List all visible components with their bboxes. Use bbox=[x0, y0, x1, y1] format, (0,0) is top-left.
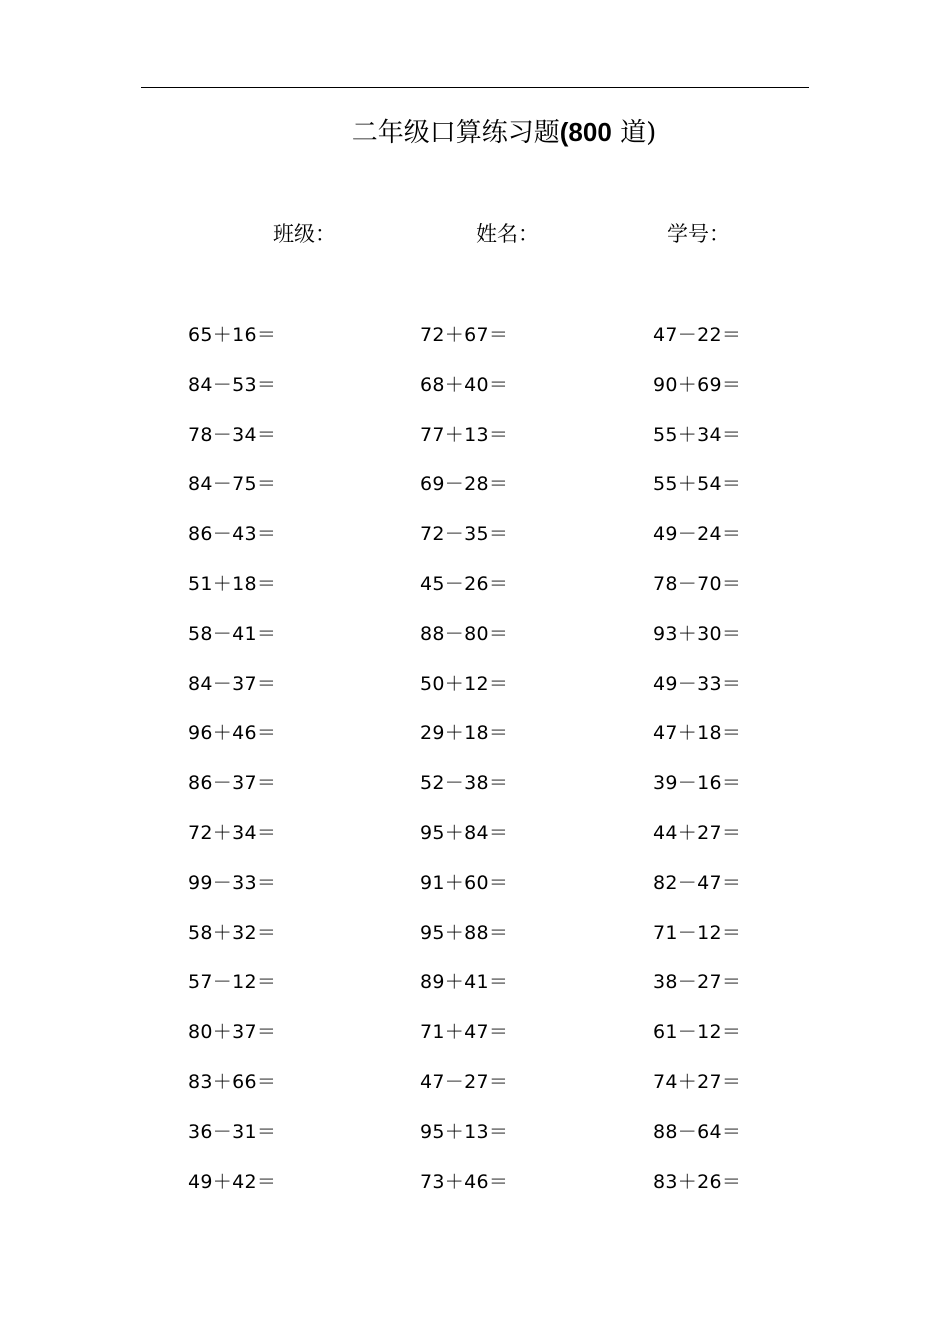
problem-item: 44＋27＝ bbox=[653, 821, 742, 844]
problem-item: 86－37＝ bbox=[188, 772, 277, 795]
problem-item: 95＋13＝ bbox=[420, 1120, 509, 1143]
name-field-label: 姓名： bbox=[476, 222, 539, 246]
problem-item: 65＋16＝ bbox=[188, 324, 277, 346]
problem-row bbox=[0, 1117, 950, 1167]
problem-row bbox=[0, 669, 950, 719]
problem-item: 99－33＝ bbox=[188, 871, 277, 894]
problem-item: 82－47＝ bbox=[653, 871, 742, 894]
problem-item: 58－41＝ bbox=[188, 622, 277, 645]
title-text: 二年级口算练习题 bbox=[351, 118, 560, 148]
problem-row bbox=[0, 1067, 950, 1117]
problem-item: 88－80＝ bbox=[420, 622, 509, 645]
problem-row bbox=[0, 768, 950, 818]
problem-item: 50＋12＝ bbox=[420, 672, 509, 695]
problem-item: 71－12＝ bbox=[653, 921, 742, 944]
problem-item: 95＋84＝ bbox=[420, 821, 509, 844]
problem-item: 80＋37＝ bbox=[188, 1021, 277, 1044]
problem-row bbox=[0, 420, 950, 470]
problem-item: 51＋18＝ bbox=[188, 572, 277, 595]
problem-item: 95＋88＝ bbox=[420, 921, 509, 944]
problem-item: 72＋34＝ bbox=[188, 821, 277, 844]
header-rule bbox=[141, 87, 809, 88]
problem-row bbox=[0, 320, 950, 370]
problem-item: 36－31＝ bbox=[188, 1120, 277, 1143]
problem-row bbox=[0, 967, 950, 1017]
problem-item: 78－34＝ bbox=[188, 423, 277, 446]
problem-item: 72－35＝ bbox=[420, 523, 509, 546]
problem-item: 49－24＝ bbox=[653, 523, 742, 546]
title-suffix: 道) bbox=[620, 118, 657, 148]
problem-row bbox=[0, 370, 950, 420]
problem-row bbox=[0, 918, 950, 968]
problem-item: 47－27＝ bbox=[420, 1070, 509, 1093]
problem-item: 86－43＝ bbox=[188, 523, 277, 546]
problem-row bbox=[0, 1167, 950, 1217]
problem-item: 52－38＝ bbox=[420, 772, 509, 795]
problem-row bbox=[0, 1017, 950, 1067]
page-title bbox=[0, 112, 950, 149]
problem-item: 83＋66＝ bbox=[188, 1070, 277, 1093]
problem-item: 47＋18＝ bbox=[653, 722, 742, 745]
student-id-field-label: 学号： bbox=[667, 222, 730, 246]
problem-item: 73＋46＝ bbox=[420, 1170, 509, 1193]
title-count: (800 bbox=[559, 117, 612, 147]
problem-item: 39－16＝ bbox=[653, 772, 742, 795]
problem-item: 91＋60＝ bbox=[420, 871, 509, 894]
problem-item: 61－12＝ bbox=[653, 1021, 742, 1044]
problem-item: 55＋54＝ bbox=[653, 473, 742, 496]
problem-item: 69－28＝ bbox=[420, 473, 509, 496]
problem-row bbox=[0, 718, 950, 768]
problem-row bbox=[0, 868, 950, 918]
problem-row bbox=[0, 519, 950, 569]
problem-row bbox=[0, 569, 950, 619]
problem-row bbox=[0, 619, 950, 669]
problem-item: 84－53＝ bbox=[188, 373, 277, 396]
problem-item: 74＋27＝ bbox=[653, 1070, 742, 1093]
problem-row bbox=[0, 469, 950, 519]
problem-item: 77＋13＝ bbox=[420, 423, 509, 446]
problem-item: 71＋47＝ bbox=[420, 1021, 509, 1044]
problem-item: 83＋26＝ bbox=[653, 1170, 742, 1193]
problem-item: 96＋46＝ bbox=[188, 722, 277, 745]
problem-grid bbox=[0, 320, 950, 1216]
problem-item: 57－12＝ bbox=[188, 971, 277, 994]
class-field-label: 班级： bbox=[273, 222, 336, 246]
problem-item: 68＋40＝ bbox=[420, 373, 509, 396]
problem-item: 84－75＝ bbox=[188, 473, 277, 496]
problem-item: 89＋41＝ bbox=[420, 971, 509, 994]
problem-item: 93＋30＝ bbox=[653, 622, 742, 645]
problem-item: 45－26＝ bbox=[420, 572, 509, 595]
problem-row bbox=[0, 818, 950, 868]
problem-item: 55＋34＝ bbox=[653, 423, 742, 446]
problem-item: 29＋18＝ bbox=[420, 722, 509, 745]
problem-item: 84－37＝ bbox=[188, 672, 277, 695]
problem-item: 90＋69＝ bbox=[653, 373, 742, 396]
problem-item: 47－22＝ bbox=[653, 324, 742, 346]
problem-item: 88－64＝ bbox=[653, 1120, 742, 1143]
problem-item: 72＋67＝ bbox=[420, 324, 509, 346]
problem-item: 49－33＝ bbox=[653, 672, 742, 695]
problem-item: 49＋42＝ bbox=[188, 1170, 277, 1193]
problem-item: 38－27＝ bbox=[653, 971, 742, 994]
problem-item: 78－70＝ bbox=[653, 572, 742, 595]
problem-item: 58＋32＝ bbox=[188, 921, 277, 944]
